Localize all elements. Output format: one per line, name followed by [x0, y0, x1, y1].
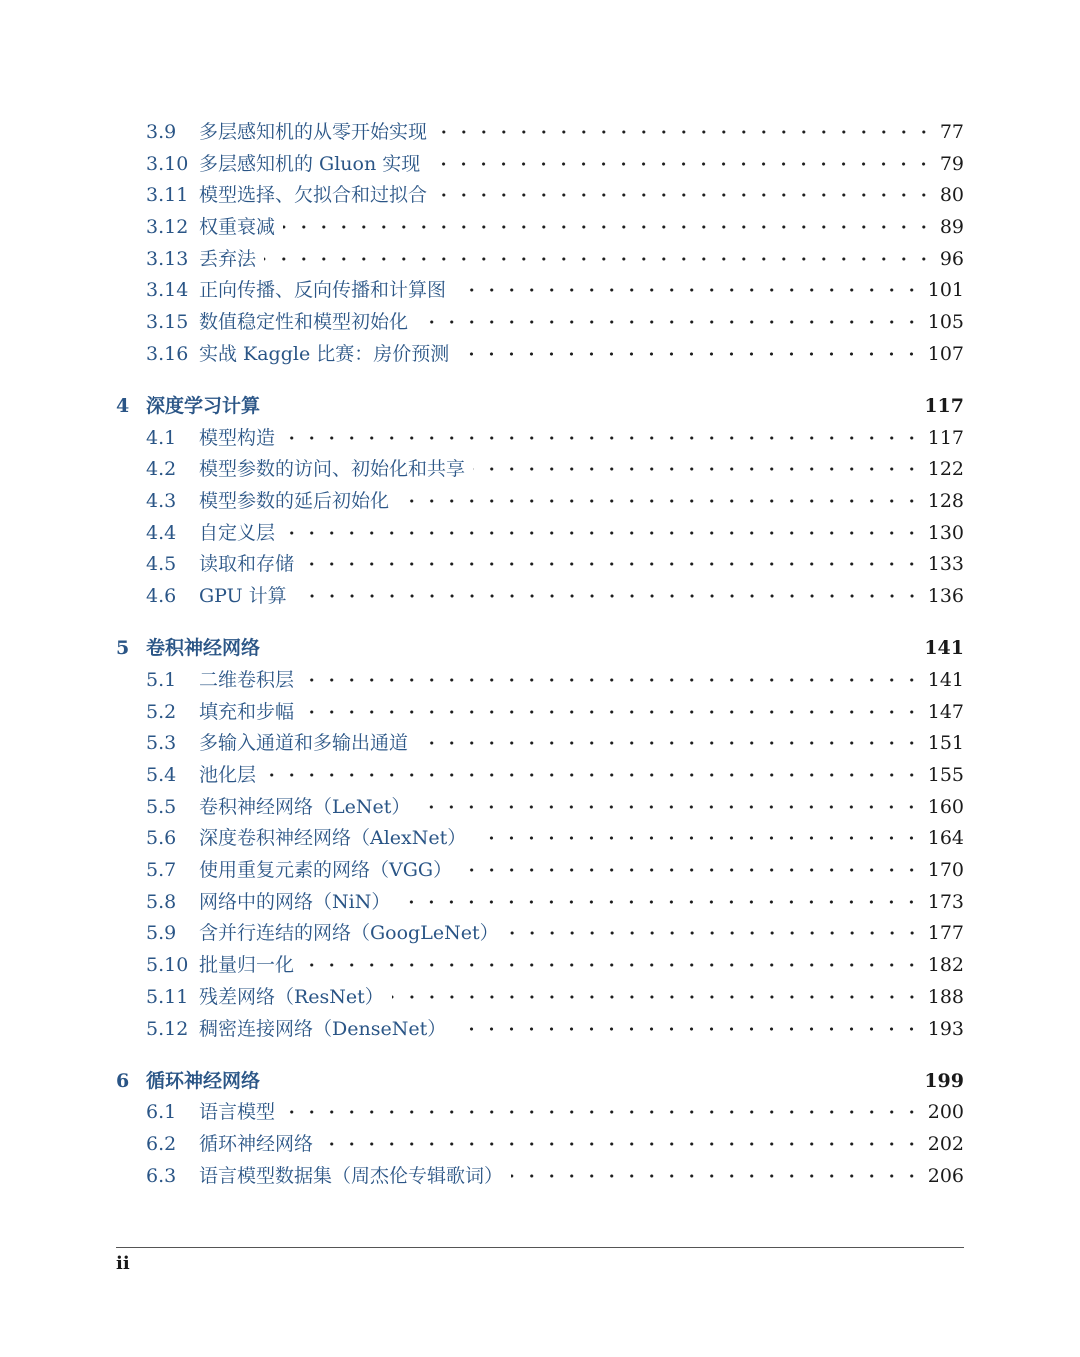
section-page-number: 164 [927, 827, 964, 849]
section-title: 实战 Kaggle 比赛：房价预测 [199, 343, 450, 365]
section-page-number: 133 [927, 553, 964, 575]
toc-entry[interactable] [146, 728, 964, 758]
section-page-number: 155 [927, 764, 964, 786]
toc-entry[interactable] [146, 697, 964, 727]
dot-leader [454, 1014, 922, 1044]
section-number: 3.10 [146, 153, 189, 175]
section-page-number: 122 [927, 458, 964, 480]
toc-entry[interactable] [146, 918, 964, 948]
section-title: 使用重复元素的网络（VGG） [199, 859, 453, 881]
chapter-page-number: 141 [924, 637, 964, 659]
section-title: 池化层 [199, 764, 257, 786]
toc-entry[interactable] [146, 454, 964, 484]
dot-leader [474, 823, 921, 853]
section-title: 正向传播、反向传播和计算图 [199, 279, 447, 301]
section-page-number: 107 [927, 343, 964, 365]
toc-entry[interactable] [146, 1014, 964, 1044]
section-number: 3.14 [146, 279, 189, 301]
section-title: 深度卷积神经网络（AlexNet） [199, 827, 467, 849]
section-page-number: 151 [927, 732, 964, 754]
dot-leader [473, 454, 922, 484]
toc-entry[interactable] [146, 982, 964, 1012]
section-title: 残差网络（ResNet） [199, 986, 384, 1008]
toc-entry[interactable] [146, 307, 964, 337]
section-page-number: 79 [939, 153, 964, 175]
dot-leader [392, 982, 922, 1012]
section-page-number: 193 [927, 1018, 964, 1040]
toc-entry[interactable] [146, 1129, 964, 1159]
section-number: 5.11 [146, 986, 189, 1008]
toc-entry[interactable] [146, 117, 964, 147]
dot-leader [302, 950, 922, 980]
chapter-heading[interactable] [116, 391, 964, 421]
section-page-number: 77 [939, 121, 964, 143]
section-page-number: 80 [939, 184, 964, 206]
section-page-number: 160 [927, 796, 964, 818]
section-page-number: 177 [927, 922, 964, 944]
section-number: 5.1 [146, 669, 177, 691]
footer-rule [116, 1247, 964, 1248]
section-number: 5.6 [146, 827, 177, 849]
section-page-number: 101 [927, 279, 964, 301]
toc-entry[interactable] [146, 423, 964, 453]
toc-entry[interactable] [146, 665, 964, 695]
toc-entry[interactable] [146, 549, 964, 579]
section-number: 3.13 [146, 248, 189, 270]
dot-leader [454, 275, 922, 305]
toc-entry[interactable] [146, 1097, 964, 1127]
dot-leader [435, 180, 934, 210]
section-number: 5.8 [146, 891, 177, 913]
section-page-number: 173 [927, 891, 964, 913]
chapter-number: 6 [116, 1070, 130, 1092]
dot-leader [264, 760, 922, 790]
dot-leader [302, 697, 922, 727]
section-title: 模型构造 [199, 427, 276, 449]
section-title: 循环神经网络 [199, 1133, 314, 1155]
section-page-number: 105 [927, 311, 964, 333]
chapter-title: 深度学习计算 [146, 395, 261, 417]
section-number: 6.2 [146, 1133, 177, 1155]
section-number: 5.5 [146, 796, 177, 818]
section-number: 4.6 [146, 585, 177, 607]
section-title: 权重衰减 [199, 216, 276, 238]
section-number: 3.12 [146, 216, 189, 238]
dot-leader [283, 423, 922, 453]
toc-entry[interactable] [146, 823, 964, 853]
section-title: GPU 计算 [199, 585, 287, 607]
dot-leader [511, 1161, 922, 1191]
section-title: 二维卷积层 [199, 669, 295, 691]
section-title: 多输入通道和多输出通道 [199, 732, 409, 754]
section-title: 数值稳定性和模型初始化 [199, 311, 409, 333]
section-number: 4.2 [146, 458, 177, 480]
dot-leader [283, 212, 934, 242]
dot-leader [507, 918, 922, 948]
section-title: 模型参数的访问、初始化和共享 [199, 458, 466, 480]
section-number: 3.9 [146, 121, 177, 143]
dot-leader [418, 792, 921, 822]
dot-leader [435, 117, 934, 147]
section-number: 4.3 [146, 490, 177, 512]
toc-entry[interactable] [146, 180, 964, 210]
dot-leader [457, 339, 921, 369]
section-number: 5.9 [146, 922, 177, 944]
toc-entry[interactable] [146, 855, 964, 885]
chapter-page-number: 199 [924, 1070, 964, 1092]
section-title: 含并行连结的网络（GoogLeNet） [199, 922, 499, 944]
section-title: 多层感知机的 Gluon 实现 [199, 153, 421, 175]
chapter-number: 4 [116, 395, 130, 417]
section-title: 语言模型数据集（周杰伦专辑歌词） [199, 1165, 504, 1187]
toc-entry[interactable] [146, 518, 964, 548]
section-page-number: 117 [927, 427, 964, 449]
section-number: 4.1 [146, 427, 177, 449]
dot-leader [302, 665, 922, 695]
section-page-number: 128 [927, 490, 964, 512]
section-number: 3.16 [146, 343, 189, 365]
section-page-number: 96 [939, 248, 964, 270]
chapter-number: 5 [116, 637, 130, 659]
section-title: 填充和步幅 [199, 701, 295, 723]
toc-entry[interactable] [146, 581, 964, 611]
section-number: 4.5 [146, 553, 177, 575]
section-page-number: 202 [927, 1133, 964, 1155]
toc-entry[interactable] [146, 1161, 964, 1191]
toc-entry[interactable] [146, 887, 964, 917]
section-title: 语言模型 [199, 1101, 276, 1123]
section-title: 自定义层 [199, 522, 276, 544]
section-page-number: 136 [927, 585, 964, 607]
section-page-number: 170 [927, 859, 964, 881]
section-page-number: 89 [939, 216, 964, 238]
dot-leader [416, 728, 922, 758]
dot-leader [416, 307, 922, 337]
section-page-number: 206 [927, 1165, 964, 1187]
chapter-heading[interactable] [116, 1066, 964, 1096]
section-number: 5.4 [146, 764, 177, 786]
section-number: 5.10 [146, 954, 189, 976]
dot-leader [283, 1097, 922, 1127]
section-number: 4.4 [146, 522, 177, 544]
toc-entry[interactable] [146, 339, 964, 369]
footer-page-number: ii [116, 1253, 130, 1274]
chapter-heading[interactable] [116, 633, 964, 663]
section-title: 读取和存储 [199, 553, 295, 575]
section-page-number: 130 [927, 522, 964, 544]
toc-entry[interactable] [146, 950, 964, 980]
dot-leader [321, 1129, 922, 1159]
section-title: 模型选择、欠拟合和过拟合 [199, 184, 428, 206]
dot-leader [428, 149, 934, 179]
chapter-page-number: 117 [924, 395, 964, 417]
toc-entry[interactable] [146, 792, 964, 822]
section-page-number: 147 [927, 701, 964, 723]
toc-entry[interactable] [146, 486, 964, 516]
section-title: 稠密连接网络（DenseNet） [199, 1018, 447, 1040]
section-number: 5.2 [146, 701, 177, 723]
section-number: 5.3 [146, 732, 177, 754]
section-page-number: 188 [927, 986, 964, 1008]
section-number: 5.12 [146, 1018, 189, 1040]
section-title: 多层感知机的从零开始实现 [199, 121, 428, 143]
section-page-number: 141 [927, 669, 964, 691]
section-number: 5.7 [146, 859, 177, 881]
section-title: 网络中的网络（NiN） [199, 891, 391, 913]
section-number: 6.1 [146, 1101, 177, 1123]
section-number: 3.11 [146, 184, 189, 206]
section-number: 6.3 [146, 1165, 177, 1187]
toc-entry[interactable] [146, 244, 964, 274]
dot-leader [283, 518, 922, 548]
dot-leader [398, 887, 921, 917]
section-page-number: 182 [927, 954, 964, 976]
dot-leader [397, 486, 922, 516]
toc-entry[interactable] [146, 760, 964, 790]
toc-entry[interactable] [146, 149, 964, 179]
chapter-title: 卷积神经网络 [146, 637, 261, 659]
dot-leader [264, 244, 934, 274]
section-title: 批量归一化 [199, 954, 295, 976]
chapter-title: 循环神经网络 [146, 1070, 261, 1092]
toc-entry[interactable] [146, 212, 964, 242]
section-title: 模型参数的延后初始化 [199, 490, 390, 512]
section-title: 丢弃法 [199, 248, 257, 270]
section-number: 3.15 [146, 311, 189, 333]
dot-leader [302, 549, 922, 579]
section-page-number: 200 [927, 1101, 964, 1123]
dot-leader [295, 581, 922, 611]
dot-leader [460, 855, 922, 885]
section-title: 卷积神经网络（LeNet） [199, 796, 411, 818]
toc-entry[interactable] [146, 275, 964, 305]
